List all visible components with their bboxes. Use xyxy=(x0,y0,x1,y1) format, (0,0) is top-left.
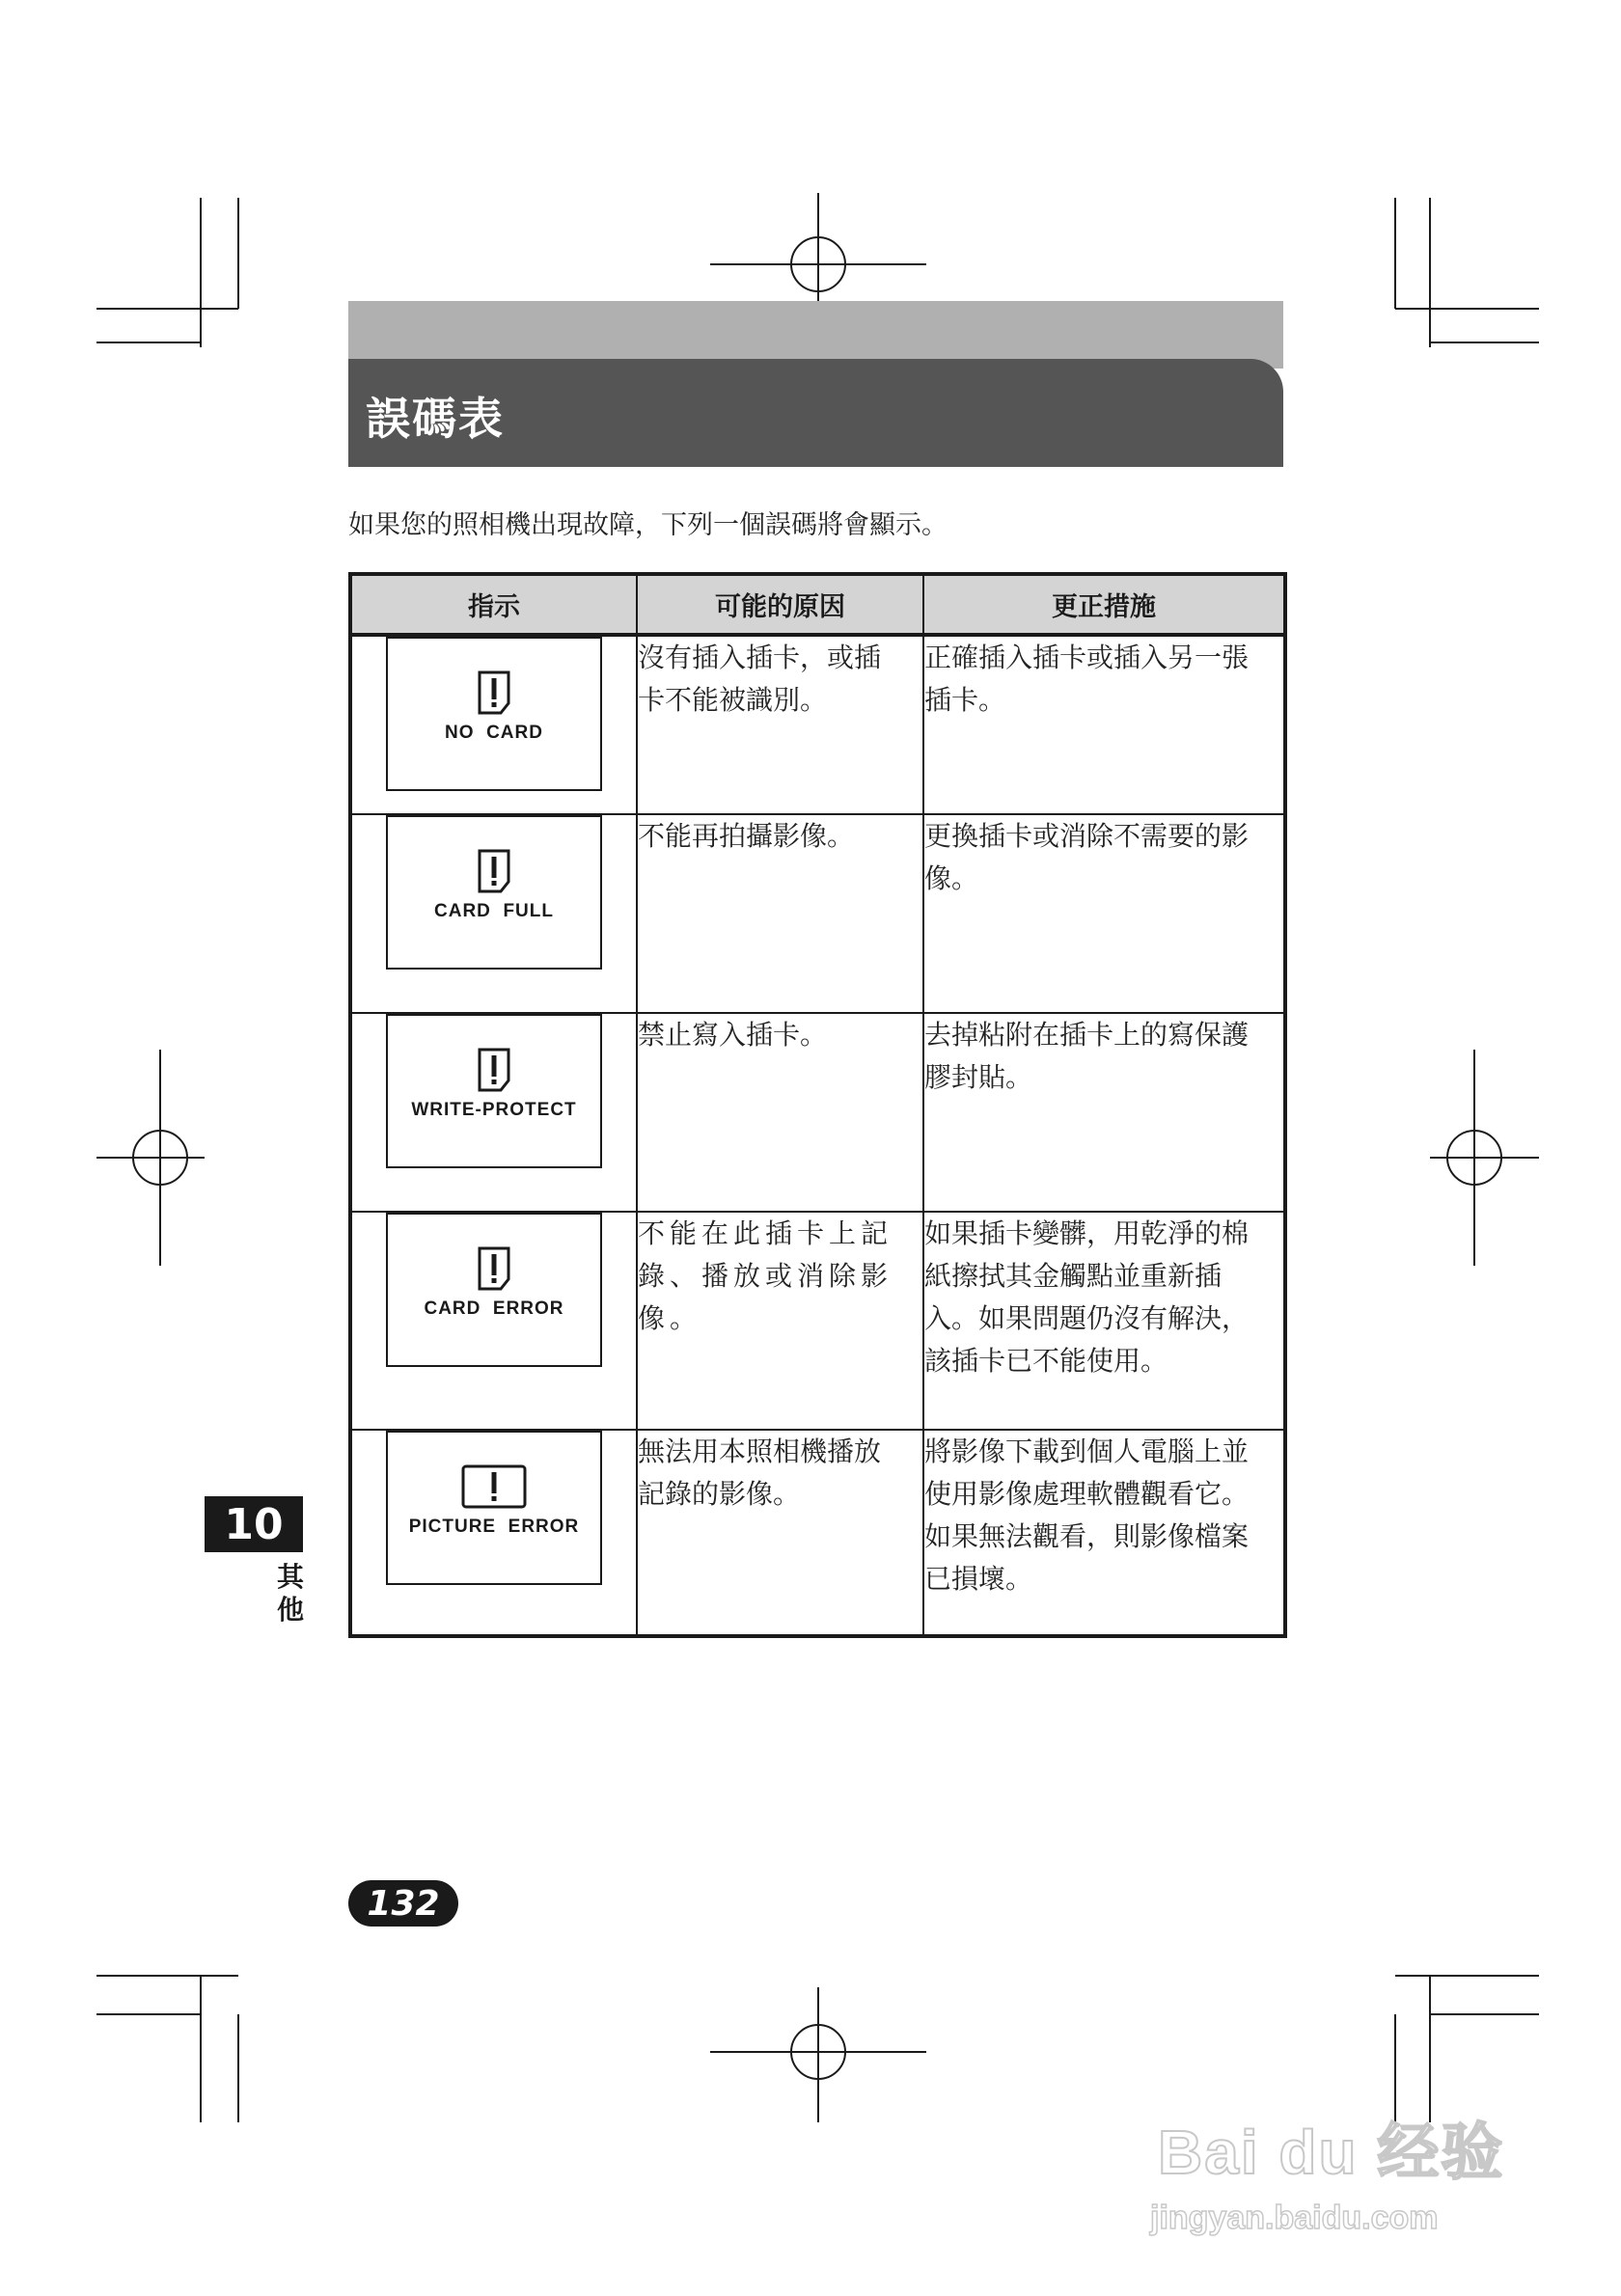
watermark-brand: Bai du 经验 xyxy=(1158,2118,1505,2187)
action-line: 已損壞。 xyxy=(924,1563,1033,1595)
indicator-label: CARD FULL xyxy=(434,901,554,921)
lcd-display xyxy=(386,815,602,970)
lcd-display xyxy=(386,1014,602,1168)
indicator-label: NO CARD xyxy=(445,723,543,743)
action-cell xyxy=(923,1013,1285,1212)
action-line: 如果插卡變髒，用乾淨的棉 xyxy=(924,1217,1250,1249)
indicator-label: CARD ERROR xyxy=(424,1298,564,1319)
header-indicator: 指示 xyxy=(350,574,637,635)
header-action: 更正措施 xyxy=(923,574,1285,635)
cause-line: 不能再拍攝影像。 xyxy=(638,820,855,852)
cause-line: 像。 xyxy=(638,1302,702,1334)
lcd-display xyxy=(386,637,602,791)
action-cell xyxy=(923,1430,1285,1636)
cause-cell xyxy=(637,1212,923,1430)
action-cell xyxy=(923,814,1285,1013)
header-cause: 可能的原因 xyxy=(637,574,923,635)
table-header-row xyxy=(350,574,1285,635)
action-line: 像。 xyxy=(924,862,979,894)
cause-line: 錄、播放或消除影 xyxy=(638,1260,893,1292)
cause-line: 不能在此插卡上記 xyxy=(638,1217,893,1249)
lcd-display xyxy=(386,1431,602,1585)
chapter-name-char: 其 xyxy=(276,1561,304,1593)
chapter-name-char: 他 xyxy=(276,1594,304,1626)
action-line: 將影像下載到個人電腦上並 xyxy=(924,1435,1250,1467)
action-line: 更換插卡或消除不需要的影 xyxy=(924,820,1250,852)
cause-line: 禁止寫入插卡。 xyxy=(638,1019,828,1051)
indicator-cell xyxy=(350,814,637,1013)
indicator-cell xyxy=(350,1430,637,1636)
watermark-url: jingyan.baidu.com xyxy=(1150,2200,1439,2236)
chapter-number-tab: 10 xyxy=(205,1496,303,1552)
action-line: 使用影像處理軟體觀看它。 xyxy=(924,1478,1250,1510)
title-bar xyxy=(348,359,1283,467)
indicator-label: PICTURE ERROR xyxy=(408,1517,580,1537)
page-number: 132 xyxy=(348,1880,458,1927)
card-warning-icon xyxy=(477,670,511,716)
indicator-label: WRITE-PROTECT xyxy=(411,1100,577,1120)
action-line: 紙擦拭其金觸點並重新插 xyxy=(924,1260,1223,1292)
table-row xyxy=(350,814,1285,1013)
action-line: 入。如果問題仍沒有解決， xyxy=(924,1302,1250,1334)
chapter-name xyxy=(276,1561,305,1626)
cause-line: 無法用本照相機播放 xyxy=(638,1435,882,1467)
lcd-display xyxy=(386,1213,602,1367)
indicator-cell xyxy=(350,635,637,814)
action-line: 如果無法觀看，則影像檔案 xyxy=(924,1520,1250,1552)
indicator-cell xyxy=(350,1013,637,1212)
action-cell xyxy=(923,635,1285,814)
action-line: 去掉粘附在插卡上的寫保護 xyxy=(924,1019,1250,1051)
action-line: 插卡。 xyxy=(924,684,1006,716)
picture-warning-icon xyxy=(460,1463,528,1510)
table-row xyxy=(350,1212,1285,1430)
card-warning-icon xyxy=(477,1245,511,1292)
cause-cell xyxy=(637,635,923,814)
table-row xyxy=(350,635,1285,814)
action-line: 膠封貼。 xyxy=(924,1061,1033,1093)
cause-cell xyxy=(637,1013,923,1212)
cause-cell xyxy=(637,1430,923,1636)
error-code-table xyxy=(348,572,1287,1638)
intro-text: 如果您的照相機出現故障，下列一個誤碼將會顯示。 xyxy=(348,510,948,540)
card-warning-icon xyxy=(477,1047,511,1093)
card-warning-icon xyxy=(477,848,511,894)
cause-cell xyxy=(637,814,923,1013)
action-line: 正確插入插卡或插入另一張 xyxy=(924,642,1250,673)
page-title: 誤碼表 xyxy=(366,393,505,445)
indicator-cell xyxy=(350,1212,637,1430)
cause-line: 卡不能被識別。 xyxy=(638,684,828,716)
action-cell xyxy=(923,1212,1285,1430)
cause-line: 沒有插入插卡，或插 xyxy=(638,642,882,673)
table-row xyxy=(350,1430,1285,1636)
action-line: 該插卡已不能使用。 xyxy=(924,1345,1168,1377)
table-row xyxy=(350,1013,1285,1212)
cause-line: 記錄的影像。 xyxy=(638,1478,801,1510)
